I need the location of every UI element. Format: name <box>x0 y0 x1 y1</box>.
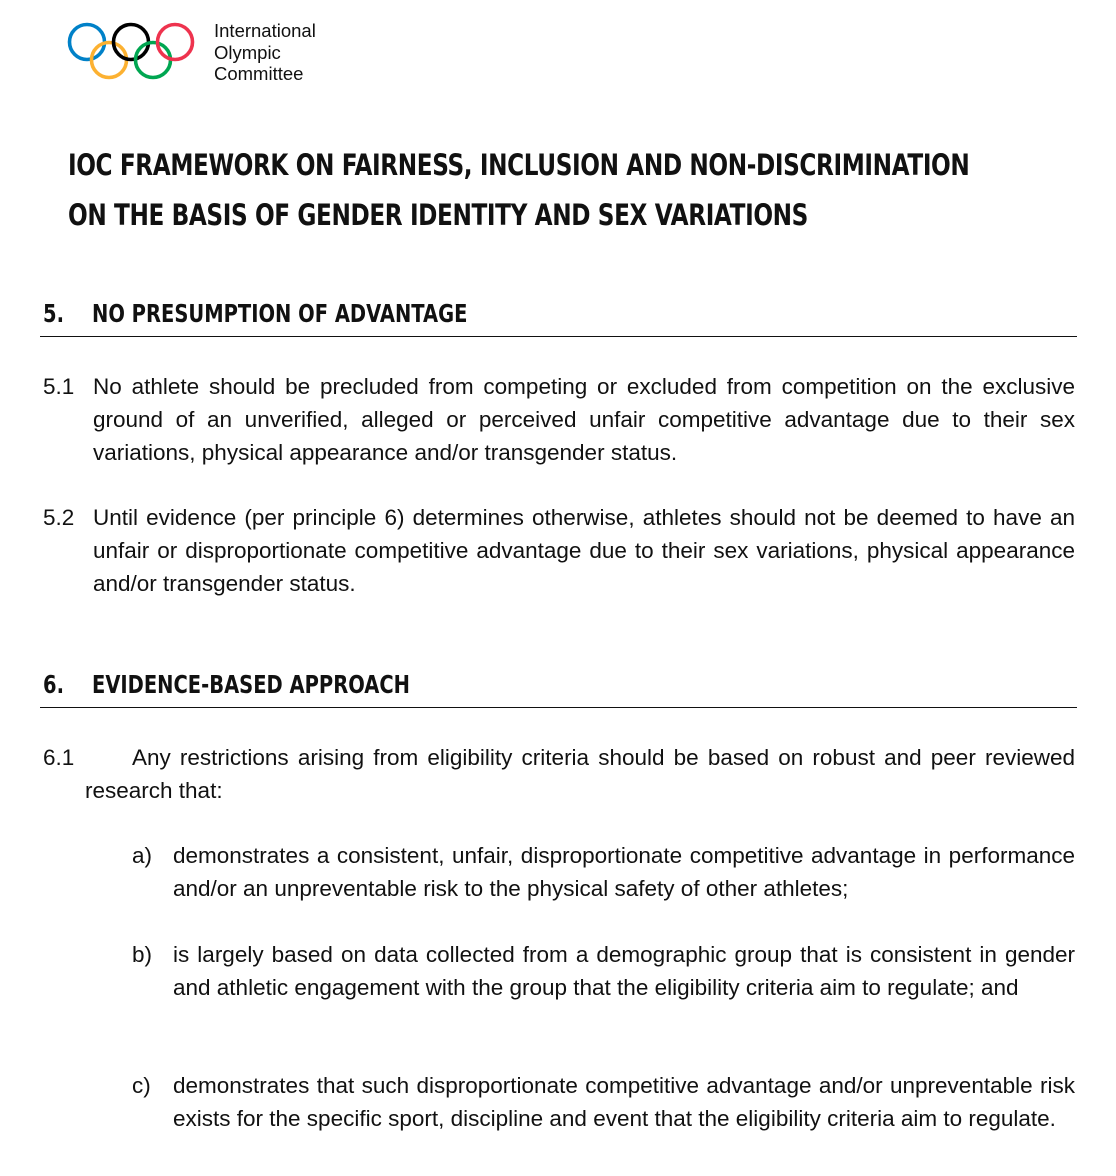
ring-red <box>158 25 193 60</box>
list-item-a <box>132 839 1075 905</box>
list-item-b <box>132 938 1075 1004</box>
section-number: 6. <box>43 670 64 699</box>
document-title-line-2: ON THE BASIS OF GENDER IDENTITY AND SEX VARIATIONS <box>68 198 808 232</box>
list-item-text: is largely based on data collected from a demographic group that is consistent in gender and athletic engagement with the group that the eligibility criteria aim to regulate; and <box>173 942 1075 1000</box>
org-name-line: International <box>214 20 316 41</box>
list-item-label: a) <box>132 843 153 868</box>
organization-name <box>214 20 316 85</box>
list-item-text: demonstrates a consistent, unfair, disproportionate competitive advantage in performance and/or an unpreventable risk to the physical safety of other athletes; <box>173 843 1075 901</box>
list-item-text: demonstrates that such disproportionate competitive advantage and/or unpreventable risk exists for the specific sport, discipline and event that the eligibility criteria aim to regulate. <box>173 1073 1075 1131</box>
org-name-line: Committee <box>214 63 304 84</box>
section-number: 5. <box>43 299 64 328</box>
section-5-heading <box>40 296 1077 337</box>
clause-6-1 <box>43 741 1075 807</box>
list-item-label: c) <box>132 1073 151 1098</box>
ring-blue <box>70 25 105 60</box>
list-item-label: b) <box>132 942 153 967</box>
ring-black <box>114 25 149 60</box>
clause-number: 5.2 <box>43 505 75 530</box>
ring-yellow <box>92 43 127 78</box>
section-title: NO PRESUMPTION OF ADVANTAGE <box>92 299 468 328</box>
document-title-line-1: IOC FRAMEWORK ON FAIRNESS, INCLUSION AND NON-DISCRIMINATION <box>68 148 970 182</box>
list-item-c <box>132 1069 1075 1135</box>
section-title: EVIDENCE-BASED APPROACH <box>92 670 410 699</box>
clause-text: No athlete should be precluded from competing or excluded from competition on the exclusive ground of an unverified, alleged or perceived unfair competitive advantage due to their sex variations, physical appearance and/or transgender status. <box>93 374 1075 465</box>
clause-number: 6.1 <box>43 745 75 770</box>
clause-5-1 <box>43 370 1075 469</box>
ring-green <box>136 43 171 78</box>
olympic-rings-icon <box>66 20 196 84</box>
section-6-heading <box>40 667 1077 708</box>
clause-number: 5.1 <box>43 374 75 399</box>
org-name-line: Olympic <box>214 41 281 63</box>
clause-text: Until evidence (per principle 6) determines otherwise, athletes should not be deemed to have an unfair or disproportionate competitive advantage due to their sex variations, physical appearance and/or transgender status. <box>93 505 1075 596</box>
clause-5-2 <box>43 501 1075 600</box>
document-title <box>68 140 969 240</box>
clause-text: Any restrictions arising from eligibility criteria should be based on robust and peer reviewed research that: <box>85 745 1075 803</box>
